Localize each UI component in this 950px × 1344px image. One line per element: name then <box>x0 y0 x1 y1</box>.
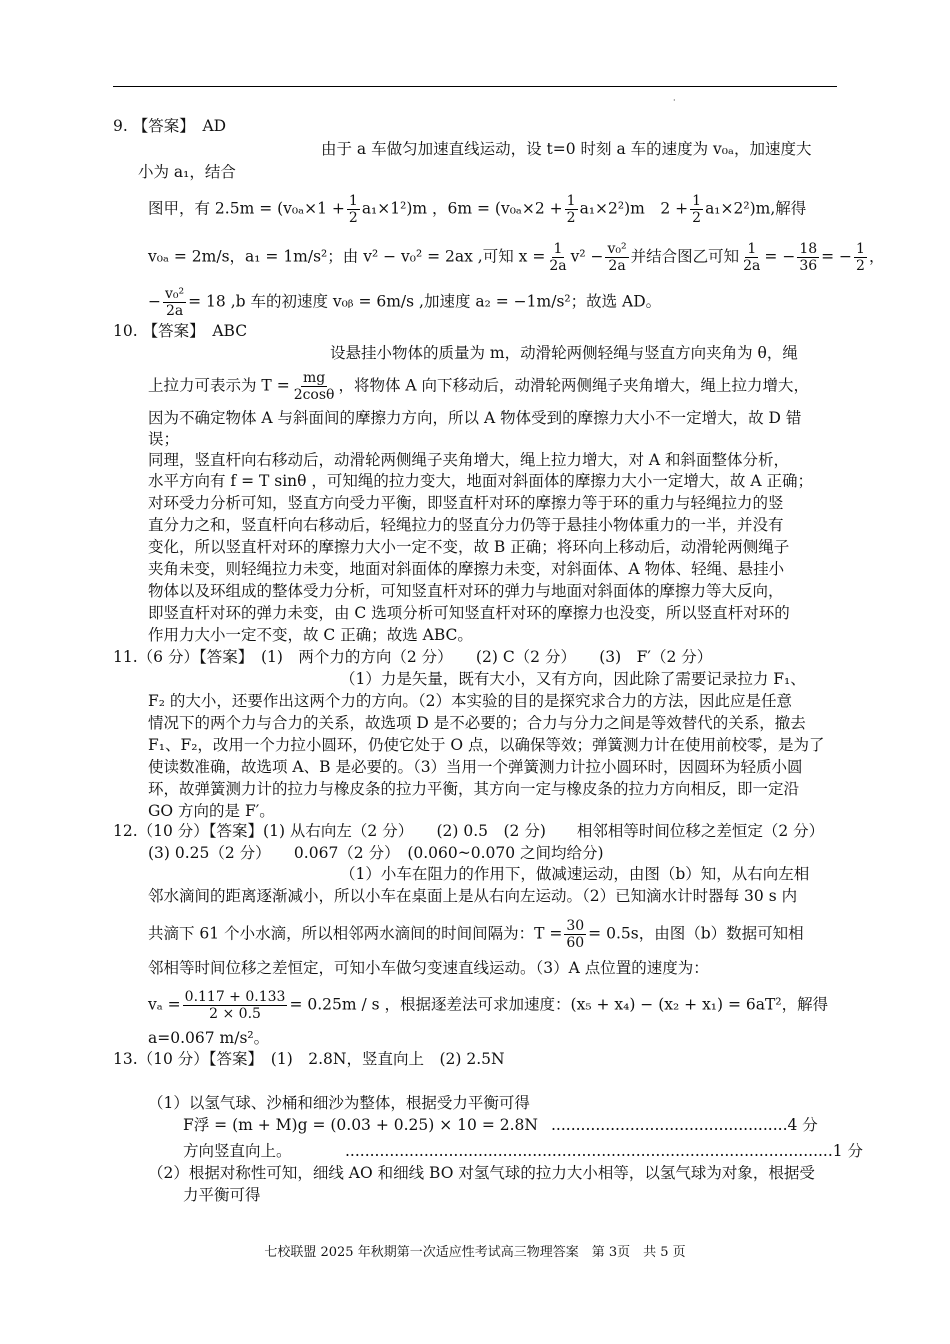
q12-line-2: (3) 0.25（2 分） 0.067（2 分） (0.060~0.070 之间均给分) <box>148 844 604 862</box>
q12-line-4: 邻水滴间的距离逐渐减小，所以小车在桌面上是从右向左运动。（2）已知滴水计时器每 30 s 内 <box>148 887 798 905</box>
q10-line-1: 设悬挂小物体的质量为 m，动滑轮两侧轻绳与竖直方向夹角为 θ，绳 <box>330 344 798 362</box>
q9-line-3: 图甲，有 2.5m = (v₀ₐ×1 + $\frac{1}{2}$ a₁×1²)m ，6m = (v₀ₐ×2 + $\frac{1}{2}$ a₁×2²)m 2 + $\frac{1}{2}$ a₁×2²)m,解得 <box>148 193 807 226</box>
q10-line-3: 因为不确定物体 A 与斜面间的摩擦力方向，所以 A 物体受到的摩擦力大小不一定增大，故 D 错 <box>148 409 802 427</box>
q10-line-11: 物体以及环组成的整体受力分析，可知竖直杆对环的弹力与地面对斜面体的摩擦力等大反向， <box>148 582 784 600</box>
q10-line-7: 对环受力分析可知，竖直方向受力平衡，即竖直杆对环的摩擦力等于环的重力与轻绳拉力的竖 <box>148 494 784 512</box>
q11-line-1: （1）力是矢量，既有大小，又有方向，因此除了需要记录拉力 F₁、 <box>340 670 806 688</box>
q13-score-1: ...................................................................................................1 分 <box>345 1142 864 1160</box>
q10-line-8: 直分力之和，竖直杆向右移动后，轻绳拉力的竖直分力仍等于悬挂小物体重力的一半，并没有 <box>148 516 784 534</box>
q10-line-9: 变化，所以竖直杆对环的摩擦力大小一定不变，故 B 正确；将环向上移动后，动滑轮两侧绳子 <box>148 538 790 556</box>
q13-score-4: ................................................4 分 <box>551 1116 818 1134</box>
q9-line-4: v₀ₐ = 2m/s，a₁ = 1m/s²；由 v² − v₀² = 2ax ,可知 x = $\frac{1}{2a}$ v² − $\frac{\text{v₀²}}{2a}$ 并结合图乙可知 $\frac{1}{2a}$ = − $\frac{18}{36}$ = − $\frac{1}{2}$ ， <box>148 241 885 274</box>
q10-line-2: 上拉力可表示为 T = $\frac{mg}{2\cos\theta}$ ，将物体 A 向下移动后，动滑轮两侧绳子夹角增大，绳上拉力增大， <box>148 370 810 403</box>
header-rule <box>113 86 837 87</box>
q10-line-5: 同理，竖直杆向右移动后，动滑轮两侧绳子夹角增大，绳上拉力增大，对 A 和斜面整体分析， <box>148 451 790 469</box>
q12-line-8: a=0.067 m/s²。 <box>148 1029 270 1047</box>
q13-line-1: （1）以氢气球、沙桶和细沙为整体，根据受力平衡可得 <box>148 1094 530 1112</box>
q12-line-5: 共滴下 61 个小水滴，所以相邻两水滴间的时间间隔为：T = $\frac{30}{60}$ = 0.5s，由图（b）数据可知相 <box>148 918 804 951</box>
q10-line-4: 误； <box>148 430 180 448</box>
q10-answer-head: 10. 【答案】 ABC <box>113 322 248 340</box>
q10-line-12: 即竖直杆对环的弹力未变，由 C 选项分析可知竖直杆对环的摩擦力也没变，所以竖直杆对环的 <box>148 604 790 622</box>
q12-line-7: vₐ = $\frac{0.117 + 0.133}{2 \times 0.5}$ = 0.25m / s ，根据逐差法可求加速度：(x₅ + x₄) − (x₂ + x₁) = 6aT²，解得 <box>148 989 829 1022</box>
q11-line-2: F₂ 的大小，还要作出这两个力的方向。（2）本实验的目的是探究求合力的方法，因此应是任意 <box>148 692 793 710</box>
q11-answer-head: 11.（6 分）【答案】 (1) 两个力的方向（2 分） (2) C（2 分） (3) F′（2 分） <box>113 648 713 666</box>
q13-line-3: 方向竖直向上。 <box>183 1142 292 1160</box>
q11-line-5: 使读数准确，故选项 A、B 是必要的。（3）当用一个弹簧测力计拉小圆环时，因圆环为轻质小圆 <box>148 758 803 776</box>
q13-line-5: 力平衡可得 <box>183 1186 261 1204</box>
q11-line-4: F₁、F₂，改用一个力拉小圆环，仍使它处于 O 点，以确保等效；弹簧测力计在使用前校零，是为了 <box>148 736 825 754</box>
decorative-dot: · <box>673 96 676 105</box>
q12-line-6: 邻相等时间位移之差恒定，可知小车做匀变速直线运动。（3）A 点位置的速度为： <box>148 959 709 977</box>
q11-line-7: GO 方向的是 F′。 <box>148 802 275 820</box>
q10-line-10: 夹角未变，则轻绳拉力未变，地面对斜面体的摩擦力未变，对斜面体、A 物体、轻绳、悬挂小 <box>148 560 785 578</box>
q13-answer-head: 13.（10 分）【答案】 (1) 2.8N，竖直向上 (2) 2.5N <box>113 1050 505 1068</box>
q11-line-3: 情况下的两个力与合力的关系，故选项 D 是不必要的；合力与分力之间是等效替代的关系，撤去 <box>148 714 806 732</box>
q9-line-2: 小为 a₁，结合 <box>138 163 236 181</box>
q11-line-6: 环，故弹簧测力计的拉力与橡皮条的拉力平衡，其方向一定与橡皮条的拉力方向相反，即一定沿 <box>148 780 800 798</box>
q12-answer-head: 12.（10 分）【答案】(1) 从右向左（2 分） (2) 0.5 (2 分) 相邻相等时间位移之差恒定（2 分） <box>113 822 825 840</box>
q9-answer-head: 9. 【答案】 AD <box>113 117 227 135</box>
q9-line-1: 由于 a 车做匀加速直线运动，设 t=0 时刻 a 车的速度为 v₀ₐ，加速度大 <box>321 140 812 158</box>
q13-line-4: （2）根据对称性可知，细线 AO 和细线 BO 对氢气球的拉力大小相等，以氢气球为对象，根据受 <box>148 1164 815 1182</box>
q10-line-13: 作用力大小一定不变，故 C 正确；故选 ABC。 <box>148 626 473 644</box>
page-footer: 七校联盟 2025 年秋期第一次适应性考试高三物理答案 第 3页 共 5 页 <box>264 1245 686 1260</box>
q9-line-5: − $\frac{\text{v₀²}}{2a}$ = 18 ,b 车的初速度 v₀ᵦ = 6m/s ,加速度 a₂ = −1m/s²；故选 AD。 <box>148 286 662 319</box>
q10-line-6: 水平方向有 f = T sinθ ，可知绳的拉力变大，地面对斜面体的摩擦力大小一定增大，故 A 正确； <box>148 472 813 490</box>
q12-line-3: （1）小车在阻力的作用下，做减速运动，由图（b）知，从右向左相 <box>340 865 810 883</box>
q13-line-2: F浮 = (m + M)g = (0.03 + 0.25) × 10 = 2.8N <box>183 1116 538 1134</box>
